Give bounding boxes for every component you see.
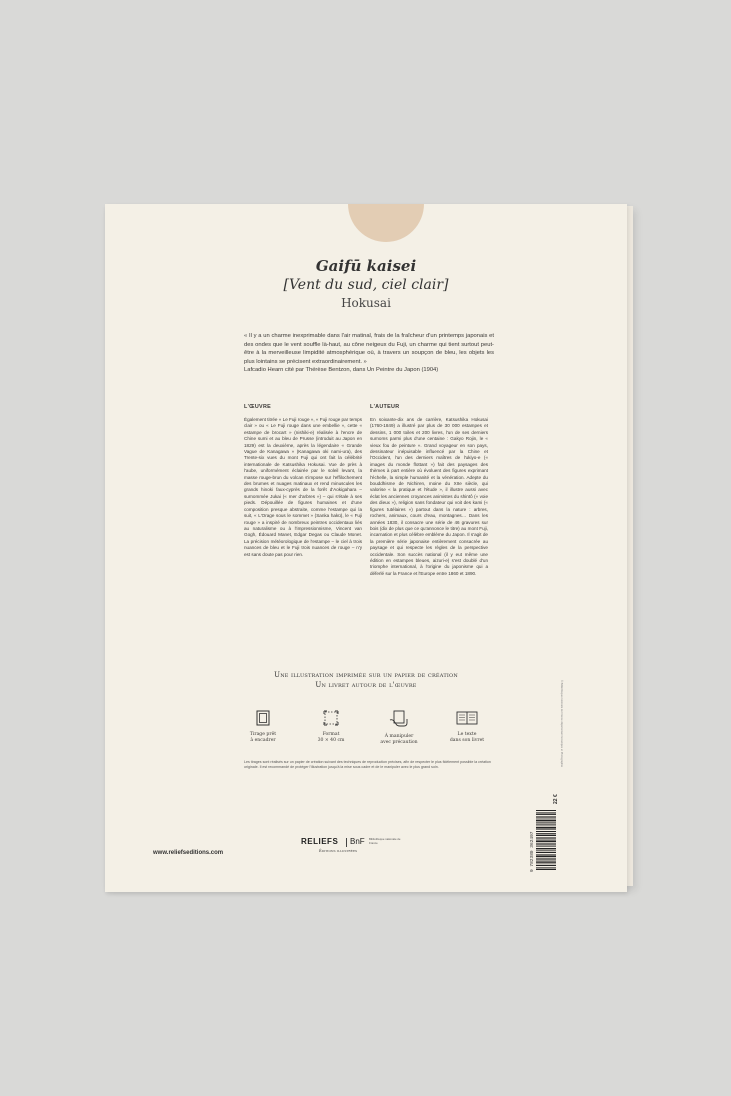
bnf-logo-text: Bibliothèque nationale de France bbox=[369, 837, 401, 845]
feature-icons bbox=[228, 710, 498, 760]
oeuvre-text: Également titrée « Le Fuji rouge », « Fuji rouge par temps clair » ou « Le Fuji rouge dans une embellie », cette « estampe de brocart » (nishiki-e) réalisée à l'encre de Chine sumi et au bleu de Prusse (introduit au Japon en 1829) est la deuxième, après la légendaire « Grande Vague de Kanagawa » (Kanagawa oki nami-ura), des Trente-six vues du mont Fuji qui ont fait la célébrité internationale de Katsushika Hokusai. Vue de près à l'aube, uniformément éclairée par le soleil levant, la masse rouge-brun du volcan s'impose sur l'effilochement des brumes et nuages matinaux et rend minuscules les grands hinoki faux-cyprès de la forêt d'Aokigahara – surnommée Jukai (« mer d'arbres ») – qui s'étale à ses pieds. Dépouillée de figures humaines et d'une composition presque abstraite, comme l'estampe qui la suit, « L'Orage sous le sommet » (Sanka hakū), le « Fuji rouge » a inspiré de nombreux peintres occidentaux liés au naturalisme ou à l'impressionnisme, Vincent van Gogh, Édouard Manet, Edgar Degas ou Claude Monet. La précision météorologique de l'estampe – le ciel à trois nuances de bleu et le Fuji trois nuances de rouge – n'y est sans doute pas pour rien. bbox=[244, 417, 362, 557]
booklet-icon bbox=[456, 710, 478, 726]
feature-frame bbox=[228, 710, 298, 744]
artwork-title: Gaifū kaisei bbox=[315, 257, 417, 275]
price-label: 22 € bbox=[553, 794, 559, 804]
feature-frame-line2: à encadrer bbox=[250, 738, 276, 743]
feature-handling bbox=[364, 710, 434, 746]
care-notice: Les tirages sont réalisés sur un papier de création suivant des techniques de reproduction précises, afin de respecter le plus fidèlement possible la création originale. Il est recommandé de protéger l'illustration jusqu'à la mise sous cadre et de le manipuler avec le plus grand soin. bbox=[244, 760, 491, 769]
oeuvre-heading: L'ŒUVRE bbox=[244, 404, 272, 410]
thumb-notch bbox=[348, 204, 424, 242]
feature-line-booklet: Un livret autour de l'œuvre bbox=[315, 681, 417, 689]
feature-format-line2: 30 × 40 cm bbox=[317, 738, 345, 743]
feature-handling-line1: À manipuler bbox=[384, 734, 414, 739]
feature-format bbox=[296, 710, 366, 744]
logo-divider bbox=[346, 838, 347, 847]
feature-frame-line1: Tirage prêt bbox=[249, 732, 277, 737]
reliefs-logo-subtitle: Éditions illustrées bbox=[318, 848, 358, 853]
image-credit: © Bibliothèque nationale de France département Estampes et Photographie bbox=[560, 680, 563, 768]
isbn-number: 9 782380 362497 bbox=[530, 831, 535, 872]
quote-text: « Il y a un charme inexprimable dans l'air matinal, frais de la fraîcheur d'un printemps japonais et des ondes que le vent souffle là-haut, au cône neigeux du Fuji, un charme qui tient surtout peut-être à la merveilleuse limpidité atmosphérique où, à travers un soupçon de bleu, les objets les plus lointains se précisent extraordinairement. » bbox=[244, 333, 494, 365]
feature-handling-line2: avec précaution bbox=[380, 740, 418, 745]
auteur-column bbox=[370, 404, 488, 577]
handling-icon bbox=[389, 710, 409, 728]
bnf-logo: BnF bbox=[350, 837, 365, 846]
feature-format-line1: Format bbox=[322, 732, 340, 737]
auteur-text: En soixante-dix ans de carrière, Katsushika Hokusai (1760-1849) a illustré par plus de 30 000 estampes et dessins, 1 000 toiles et 200 livres, l'un de ses derniers surnoms parmi plus d'une centaine : Gakyo Rojin, le « vieux fou de peinture ». Grand voyageur en son pays, dessinateur inépuisable influencé par la Chine et l'Occident, l'un des derniers maîtres de l'ukiyo-e (« images du monde flottant ») fait des paysages des thèmes à part entière où évoluent des figures exprimant l'échelle, la simple humanité et la vénération. Adepte du bouddhisme de Nichiren, moine du XIIe siècle, qui valorise « la pratique et l'étude », il illustre aussi avec éclat les anciennes croyances animistes du shintô (« voie des dieux »), religion sans fondateur qui voit des kami (« figures tutélaires ») partout dans la nature : arbres, rochers, animaux, cours d'eau, montagnes… Dans les années 1830, il consacre une série de 46 gravures sur bois (dix de plus que ce qu'annonce le titre) au mont Fuji, incarnation et plus célèbre emblème du Japon. Il s'agit de la première série japonaise entièrement consacrée au paysage et qui respecte les règles de la perspective occidentale. Son succès national (il y eut même une édition en estampes bleues, aizuri-e) s'est doublé d'un triomphe international, à l'origine du japonisme qui a déferlé sur la France et l'Europe entre 1860 et 1890. bbox=[370, 417, 488, 576]
quote-source: Lafcadio Hearn cité par Thérèse Bentzon, dans Un Peintre du Japon (1904) bbox=[244, 367, 439, 374]
website-url: www.reliefseditions.com bbox=[153, 850, 224, 856]
feature-lines bbox=[105, 670, 627, 690]
auteur-heading: L'AUTEUR bbox=[370, 404, 400, 410]
feature-booklet-line1: Le texte bbox=[457, 732, 477, 737]
feature-booklet bbox=[432, 710, 502, 744]
publisher-logos bbox=[301, 837, 451, 859]
dimensions-icon bbox=[323, 710, 339, 726]
reliefs-logo: RELIEFS bbox=[301, 837, 339, 846]
title-block bbox=[105, 256, 627, 311]
quote-block bbox=[244, 332, 494, 375]
print-sheet bbox=[105, 204, 627, 892]
oeuvre-column bbox=[244, 404, 362, 558]
artwork-subtitle: [Vent du sud, ciel clair] bbox=[283, 277, 449, 293]
feature-line-print: Une illustration imprimée sur un papier de création bbox=[274, 671, 458, 679]
artist-name: Hokusai bbox=[341, 296, 391, 310]
feature-booklet-line2: dans son livret bbox=[449, 738, 485, 743]
barcode-icon bbox=[536, 810, 556, 870]
frame-icon bbox=[256, 710, 270, 726]
